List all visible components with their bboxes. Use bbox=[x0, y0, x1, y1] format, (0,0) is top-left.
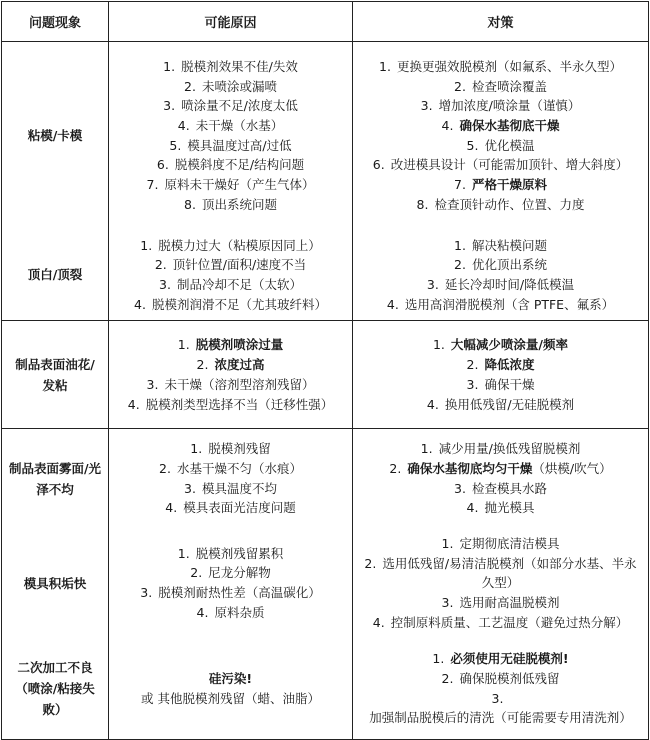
solution-item bbox=[361, 613, 640, 633]
solution-item bbox=[361, 77, 640, 97]
item-number: 2. bbox=[190, 565, 203, 581]
item-text: 脱模剂残留累积 bbox=[195, 545, 284, 561]
header-phenomenon: 问题现象 bbox=[2, 2, 109, 42]
cause-item bbox=[117, 544, 344, 564]
solution-cell bbox=[353, 429, 649, 528]
item-number: 4. bbox=[196, 604, 209, 620]
cause-item bbox=[117, 355, 344, 375]
item-number: 2. bbox=[389, 460, 402, 476]
cause-cell bbox=[109, 429, 353, 528]
item-text: 换用低残留/无硅脱模剂 bbox=[444, 396, 575, 412]
item-text: 尼龙分解物 bbox=[208, 565, 271, 581]
solution-cell bbox=[353, 230, 649, 321]
cause-item bbox=[117, 459, 344, 479]
phenomenon-cell bbox=[2, 638, 109, 739]
solution-item bbox=[361, 395, 640, 415]
item-text: 脱模剂润滑不足（尤其玻纤料） bbox=[151, 296, 327, 312]
phenomenon-text: 二次加工不良（喷涂/粘接失败） bbox=[15, 660, 95, 718]
solution-item bbox=[361, 593, 640, 613]
item-text-bold: 严格干燥原料 bbox=[471, 177, 547, 193]
cause-item bbox=[117, 77, 344, 97]
item-number: 2. bbox=[454, 257, 466, 273]
item-number: 4. bbox=[466, 500, 479, 516]
item-number: 8. bbox=[416, 196, 429, 212]
cause-item bbox=[117, 498, 344, 518]
item-text: 优化顶出系统 bbox=[471, 257, 547, 273]
header-cause: 可能原因 bbox=[109, 2, 353, 42]
solution-item bbox=[361, 689, 640, 728]
item-text: 改进模具设计（可能需加顶针、增大斜度） bbox=[390, 157, 629, 173]
item-number: 3. bbox=[441, 594, 454, 610]
item-text: 喷涂量不足/浓度太低 bbox=[181, 98, 298, 114]
item-text: 减少用量/换低残留脱模剂 bbox=[438, 441, 581, 457]
cause-cell bbox=[109, 230, 353, 321]
item-text: 确保脱模剂低残留 bbox=[459, 670, 560, 686]
item-number: 6. bbox=[372, 157, 385, 173]
phenomenon-text: 模具积垢快 bbox=[23, 575, 87, 591]
phenomenon-cell bbox=[2, 321, 109, 429]
item-text: 延长冷却时间/降低模温 bbox=[444, 276, 575, 292]
item-number: 5. bbox=[466, 137, 479, 153]
item-number: 4. bbox=[386, 296, 399, 312]
item-number: 2. bbox=[364, 555, 377, 571]
solution-item bbox=[361, 554, 640, 593]
table-row bbox=[2, 42, 649, 230]
item-number: 1. bbox=[379, 58, 391, 74]
item-text: 未干燥（溶剂型溶剂残留） bbox=[164, 376, 315, 392]
item-number: 1. bbox=[441, 535, 454, 551]
item-text: 脱模斜度不足/结构问题 bbox=[174, 157, 305, 173]
item-text: 加强制品脱模后的清洗（可能需要专用清洗剂） bbox=[369, 710, 632, 726]
item-number: 3. bbox=[140, 585, 153, 601]
item-number: 1. bbox=[163, 58, 176, 74]
item-number: 3. bbox=[426, 276, 439, 292]
item-text: 制品冷却不足（太软） bbox=[176, 276, 302, 292]
solution-cell bbox=[353, 42, 649, 230]
solution-item bbox=[361, 459, 640, 479]
phenomenon-cell bbox=[2, 429, 109, 528]
solution-item bbox=[361, 649, 640, 669]
item-number: 3. bbox=[184, 480, 196, 496]
solution-item bbox=[361, 669, 640, 689]
cause-strong: 硅污染! bbox=[208, 670, 253, 686]
item-text: 选用耐高温脱模剂 bbox=[459, 594, 560, 610]
solution-cell bbox=[353, 321, 649, 429]
phenomenon-text: 顶白/顶裂 bbox=[27, 267, 83, 283]
item-text-bold: 大幅减少喷涂量/频率 bbox=[450, 337, 568, 353]
item-number: 3. bbox=[163, 98, 176, 114]
item-number: 2. bbox=[466, 357, 479, 373]
item-text-bold: 确保水基彻底干燥 bbox=[459, 118, 560, 134]
item-text: 更换更强效脱模剂（如氟系、半永久型） bbox=[396, 58, 622, 74]
table-row bbox=[2, 321, 649, 429]
cause-item bbox=[117, 275, 344, 295]
item-text: 增加浓度/喷涂量（谨慎） bbox=[438, 98, 581, 114]
item-text: 模具温度不均 bbox=[201, 480, 277, 496]
item-text-bold: 浓度过高 bbox=[214, 357, 265, 373]
item-text: 检查顶针动作、位置、力度 bbox=[434, 196, 585, 212]
item-number: 4. bbox=[177, 118, 190, 134]
item-text: 水基干燥不匀（水痕） bbox=[176, 460, 302, 476]
item-text: 脱模剂耐热性差（高温碳化） bbox=[158, 585, 321, 601]
solution-item bbox=[361, 236, 640, 256]
cause-item bbox=[117, 295, 344, 315]
cause-item bbox=[117, 175, 344, 195]
item-text: 选用高润滑脱模剂（含 PTFE、氟系） bbox=[404, 296, 615, 312]
item-text: 确保干燥 bbox=[484, 376, 535, 392]
solution-item bbox=[361, 275, 640, 295]
cause-cell bbox=[109, 638, 353, 739]
cause-item bbox=[117, 155, 344, 175]
item-number: 1. bbox=[420, 441, 433, 457]
phenomenon-text: 粘模/卡模 bbox=[27, 128, 83, 144]
item-number: 3. bbox=[159, 276, 171, 292]
item-text-bold: 确保水基彻底均匀干燥 bbox=[407, 460, 533, 476]
cause-other: 或 其他脱模剂残留（蜡、油脂） bbox=[141, 690, 320, 706]
solution-item bbox=[361, 479, 640, 499]
item-text: 选用低残留/易清洁脱模剂（如部分水基、半永久型） bbox=[382, 555, 637, 591]
solution-item bbox=[361, 498, 640, 518]
item-number: 1. bbox=[177, 545, 190, 561]
solution-item bbox=[361, 96, 640, 116]
item-number: 2. bbox=[196, 357, 209, 373]
item-number: 3. bbox=[420, 98, 433, 114]
header-row bbox=[2, 2, 649, 42]
phenomenon-cell bbox=[2, 528, 109, 639]
solution-item bbox=[361, 375, 640, 395]
item-number: 3. bbox=[491, 690, 504, 706]
item-text: 脱模剂效果不佳/失效 bbox=[181, 58, 298, 74]
cause-item bbox=[117, 603, 344, 623]
cause-item bbox=[117, 479, 344, 499]
item-text: 顶针位置/面积/速度不当 bbox=[172, 257, 307, 273]
cause-item bbox=[117, 136, 344, 156]
item-number: 3. bbox=[146, 376, 159, 392]
cause-item bbox=[117, 195, 344, 215]
item-number: 2. bbox=[441, 670, 454, 686]
item-number: 1. bbox=[432, 651, 445, 667]
cause-cell bbox=[109, 321, 353, 429]
table-row bbox=[2, 429, 649, 528]
item-text: 抛光模具 bbox=[484, 500, 535, 516]
item-number: 1. bbox=[140, 237, 153, 253]
phenomenon-text: 制品表面雾面/光泽不均 bbox=[8, 460, 102, 497]
item-number: 4. bbox=[441, 118, 454, 134]
item-text: 检查喷涂覆盖 bbox=[471, 78, 547, 94]
item-text-bold: 必须使用无硅脱模剂! bbox=[450, 651, 569, 667]
solution-item bbox=[361, 155, 640, 175]
table-row bbox=[2, 638, 649, 739]
header-solution: 对策 bbox=[353, 2, 649, 42]
solution-item bbox=[361, 116, 640, 136]
item-number: 6. bbox=[156, 157, 169, 173]
cause-item bbox=[117, 335, 344, 355]
item-number: 1. bbox=[432, 337, 445, 353]
solution-item bbox=[361, 355, 640, 375]
solution-item bbox=[361, 195, 640, 215]
phenomenon-text: 制品表面油花/发粘 bbox=[15, 356, 95, 393]
table-row bbox=[2, 230, 649, 321]
item-number: 2. bbox=[154, 257, 167, 273]
item-text: 脱模力过大（粘模原因同上） bbox=[158, 237, 321, 253]
solution-item bbox=[361, 57, 640, 77]
item-text: 脱模剂类型选择不当（迁移性强） bbox=[145, 396, 334, 412]
solution-cell bbox=[353, 528, 649, 639]
table-row bbox=[2, 528, 649, 639]
cause-item bbox=[117, 375, 344, 395]
item-number: 3. bbox=[454, 480, 466, 496]
solution-item bbox=[361, 335, 640, 355]
phenomenon-cell bbox=[2, 230, 109, 321]
item-number: 4. bbox=[127, 396, 140, 412]
item-number: 5. bbox=[169, 137, 182, 153]
item-text: 未喷涂或漏喷 bbox=[201, 78, 277, 94]
item-text: 未干燥（水基） bbox=[195, 118, 284, 134]
item-number: 3. bbox=[466, 376, 479, 392]
solution-item bbox=[361, 439, 640, 459]
solution-item bbox=[361, 255, 640, 275]
item-number: 7. bbox=[146, 177, 159, 193]
cause-item bbox=[117, 583, 344, 603]
cause-item bbox=[117, 57, 344, 77]
item-number: 2. bbox=[159, 460, 171, 476]
item-number: 4. bbox=[372, 614, 385, 630]
item-text: 解决粘模问题 bbox=[471, 237, 547, 253]
item-number: 2. bbox=[454, 78, 466, 94]
item-text: 顶出系统问题 bbox=[201, 196, 277, 212]
cause-item bbox=[117, 96, 344, 116]
cause-item bbox=[117, 395, 344, 415]
item-text: 优化模温 bbox=[484, 137, 535, 153]
item-text: 原料杂质 bbox=[214, 604, 265, 620]
solution-cell bbox=[353, 638, 649, 739]
solution-item bbox=[361, 175, 640, 195]
solution-item bbox=[361, 534, 640, 554]
item-text: 控制原料质量、工艺温度（避免过热分解） bbox=[390, 614, 629, 630]
item-number: 1. bbox=[177, 337, 190, 353]
item-text-bold: 降低浓度 bbox=[484, 357, 535, 373]
item-number: 1. bbox=[454, 237, 466, 253]
item-text: 定期彻底清洁模具 bbox=[459, 535, 560, 551]
cause-cell bbox=[109, 528, 353, 639]
cause-item bbox=[117, 255, 344, 275]
item-text: 检查模具水路 bbox=[471, 480, 547, 496]
item-number: 8. bbox=[184, 196, 196, 212]
cause-item bbox=[117, 563, 344, 583]
item-number: 4. bbox=[134, 296, 146, 312]
troubleshooting-table bbox=[1, 1, 649, 740]
item-number: 1. bbox=[190, 441, 203, 457]
solution-item bbox=[361, 295, 640, 315]
cause-item bbox=[117, 116, 344, 136]
item-number: 4. bbox=[165, 500, 178, 516]
solution-item bbox=[361, 136, 640, 156]
item-text: （烘模/吹气） bbox=[532, 460, 612, 476]
item-number: 7. bbox=[454, 177, 466, 193]
cause-item bbox=[117, 236, 344, 256]
cause-cell bbox=[109, 42, 353, 230]
cause-item bbox=[117, 439, 344, 459]
item-text: 原料未干燥好（产生气体） bbox=[164, 177, 315, 193]
phenomenon-cell bbox=[2, 42, 109, 230]
item-number: 2. bbox=[184, 78, 196, 94]
item-text: 模具温度过高/过低 bbox=[187, 137, 292, 153]
item-text: 模具表面光洁度问题 bbox=[183, 500, 296, 516]
item-number: 4. bbox=[426, 396, 439, 412]
item-text-bold: 脱模剂喷涂过量 bbox=[195, 337, 284, 353]
item-text: 脱模剂残留 bbox=[208, 441, 271, 457]
